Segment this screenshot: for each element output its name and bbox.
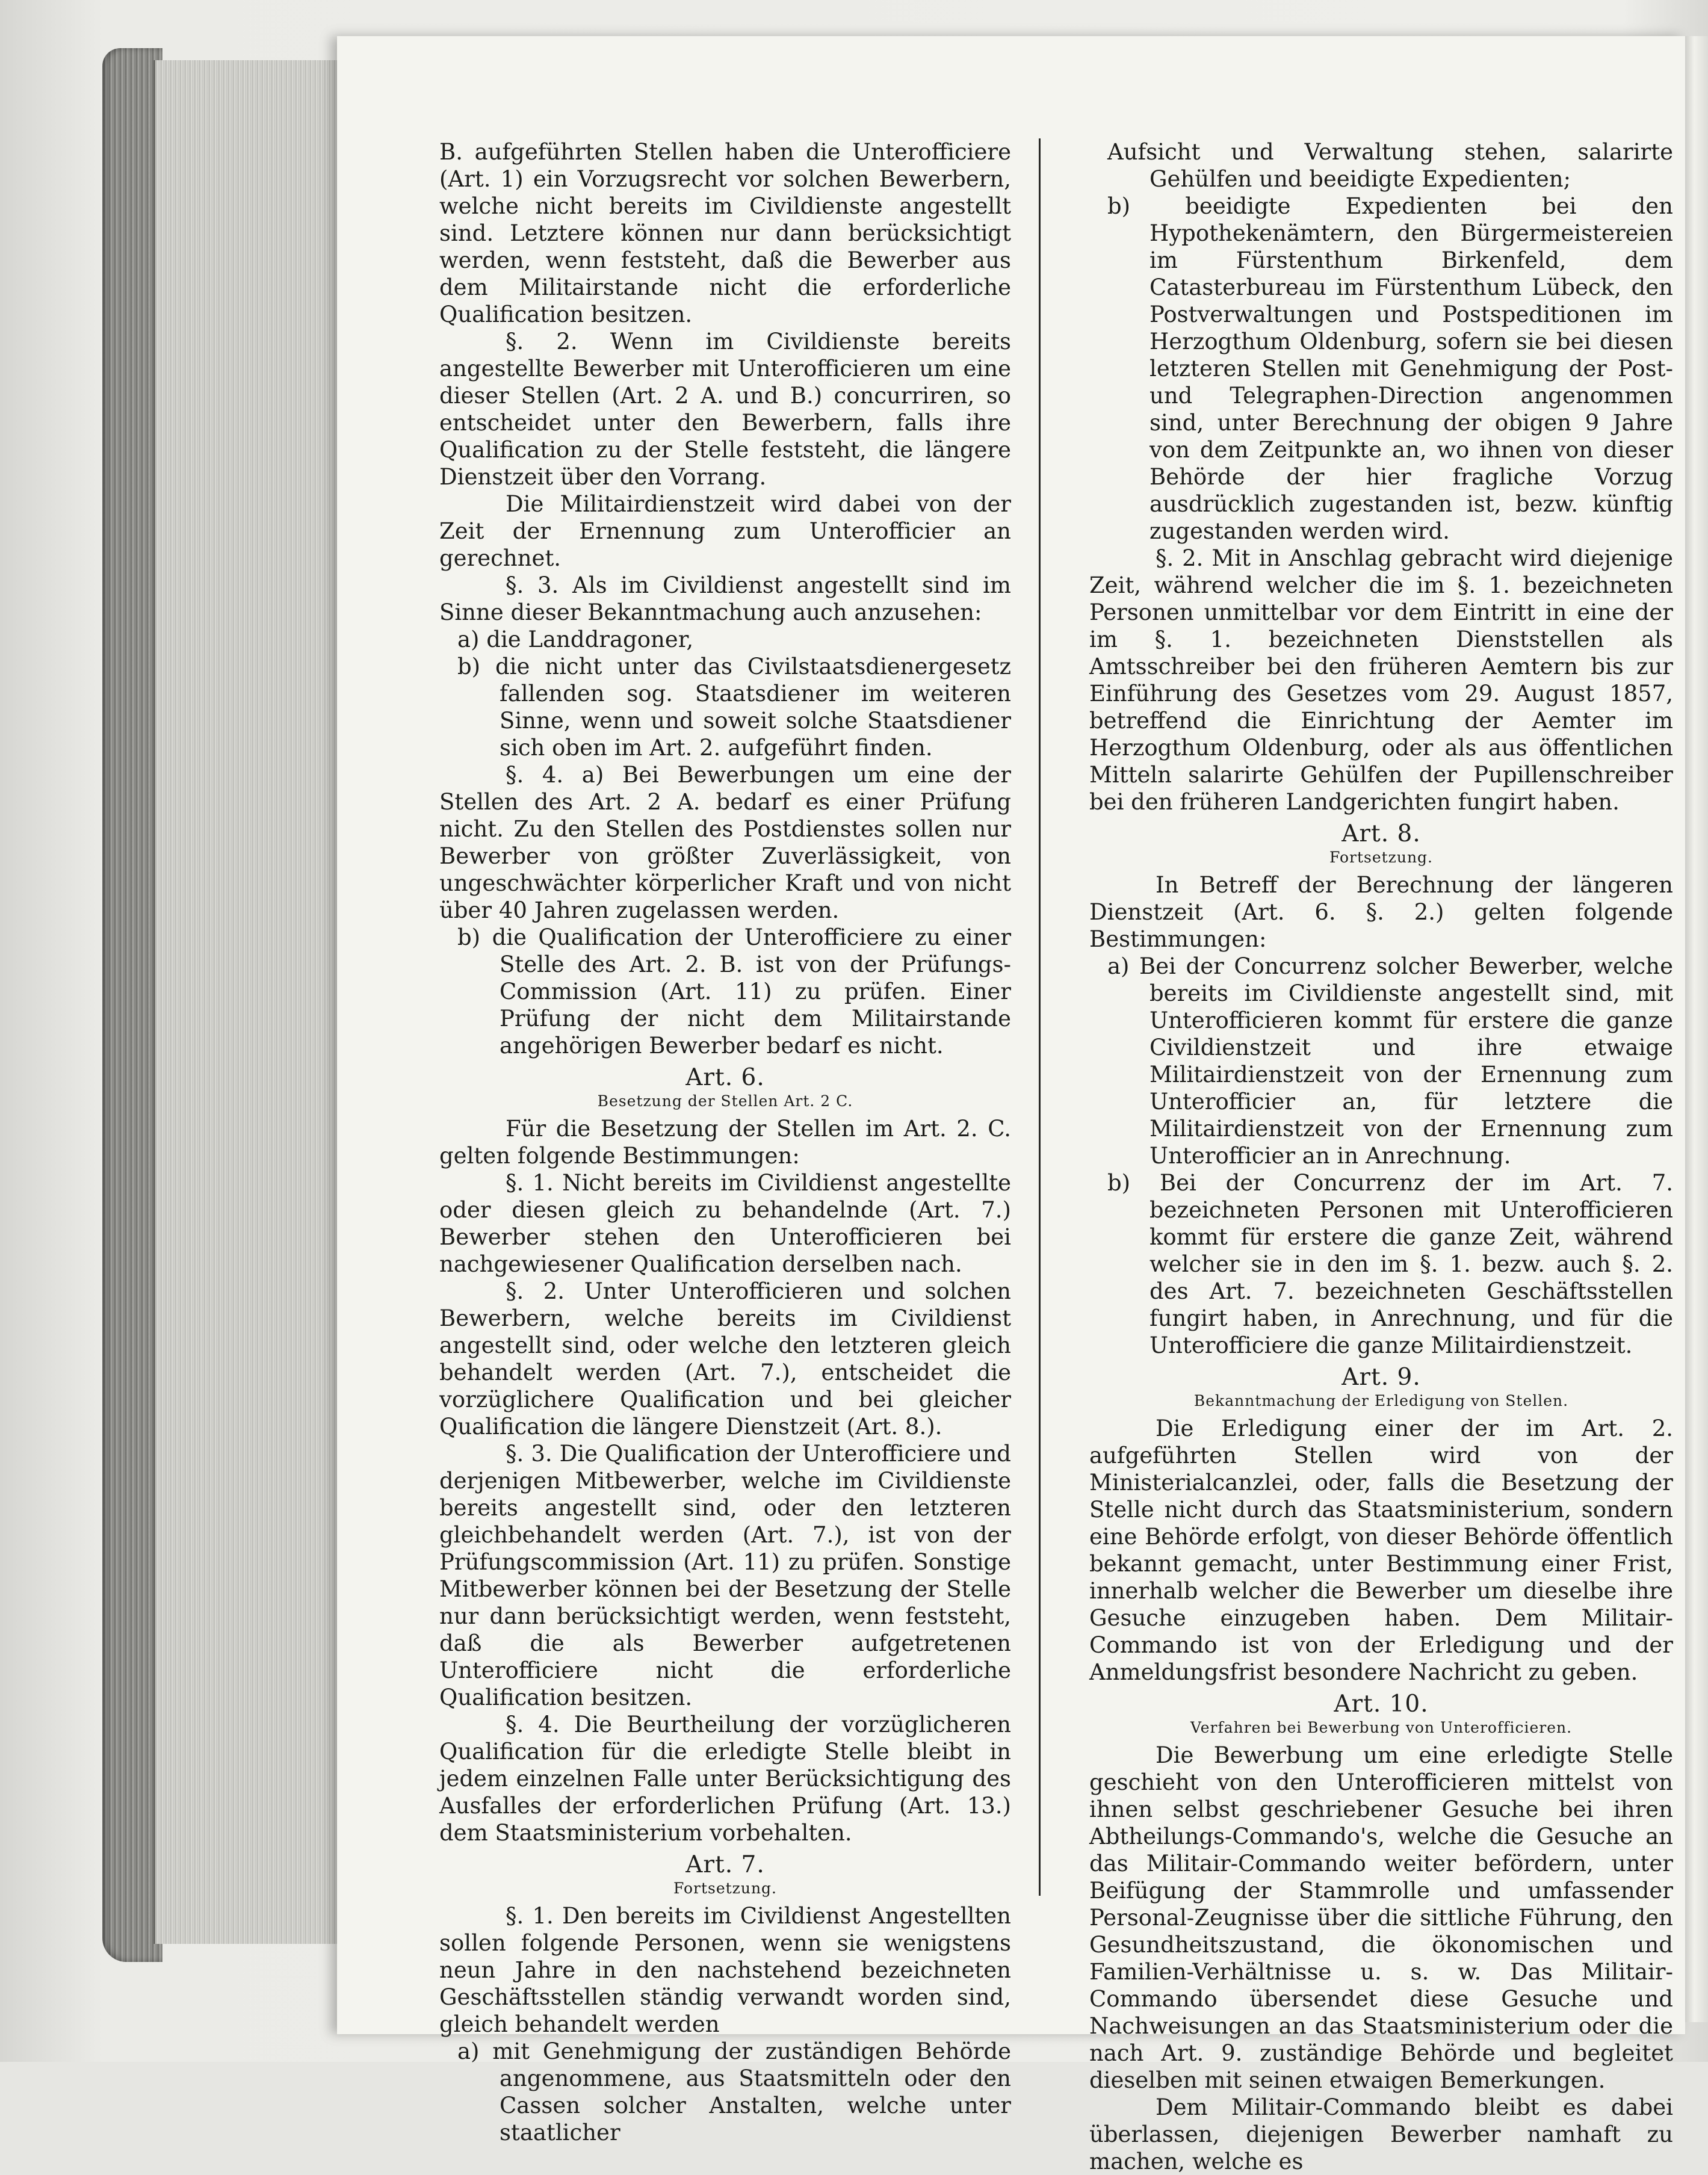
paragraph: §. 3. Die Qualification der Unterofficiere und derjenigen Mitbewerber, welche im Civildienste bereits angestellt sind, oder den letzteren gleichbehandelt werden (Art. 7.), ist von der Prüfungscommission (Art. 11) zu prüfen. Sonstige Mitbewerber können bei der Besetzung der Stelle nur dann berücksichtigt werden, wenn feststeht, daß die als Bewerber aufgetretenen Unterofficiere nicht die erforderliche Qualification besitzen.: [439, 1441, 1011, 1710]
list-item: b) die Qualification der Unterofficiere zu einer Stelle des Art. 2. B. ist von der Prüfungs-Commission (Art. 11) zu prüfen. Einer Prüfung der nicht dem Militairstande angehörigen Bewerber bedarf es nicht.: [457, 924, 1011, 1059]
paragraph: Die Militairdienstzeit wird dabei von der Zeit der Ernennung zum Unterofficier an gerechnet.: [439, 491, 1011, 571]
article-heading: Art. 6.: [685, 1064, 765, 1091]
article-heading: Art. 7.: [685, 1851, 765, 1878]
paragraph: Die Erledigung einer der im Art. 2. aufgeführten Stellen wird von der Ministerialcanzlei, oder, falls die Besetzung der Stelle nicht durch das Staatsministerium, sondern eine Behörde erfolgt, von dieser Behörde öffentlich bekannt gemacht, unter Bestimmung einer Frist, innerhalb welcher die Bewerber um dieselbe ihre Gesuche einzugeben haben. Dem Militair-Commando ist von der Erledigung und der Anmeldungsfrist besondere Nachricht zu geben.: [1089, 1415, 1673, 1685]
list-item: b) die nicht unter das Civilstaatsdienergesetz fallenden sog. Staatsdiener im weiteren Sinne, wenn und soweit solche Staatsdiener sich oben im Art. 2. aufgeführt finden.: [457, 654, 1011, 761]
paragraph: §. 1. Nicht bereits im Civildienst angestellte oder diesen gleich zu behandelnde (Art. 7.) Bewerber stehen den Unterofficieren bei nachgewiesener Qualification derselben nach.: [439, 1170, 1011, 1277]
article-heading: Art. 10.: [1334, 1691, 1429, 1718]
paragraph: Dem Militair-Commando bleibt es dabei überlassen, diejenigen Bewerber namhaft zu machen, welche es: [1089, 2094, 1673, 2174]
list-item: a) die Landdragoner,: [457, 627, 694, 652]
list-item: a) mit Genehmigung der zuständigen Behörde angenommene, aus Staatsmitteln oder den Cassen solcher Anstalten, welche unter staatlicher: [457, 2038, 1011, 2146]
article-heading: Art. 8.: [1341, 820, 1421, 847]
list-item: a) Bei der Concurrenz solcher Bewerber, welche bereits im Civildienste angestellt sind, mit Unterofficieren kommt für erstere die ganze Civildienstzeit und ihre etwaige Militairdienstzeit von der Ernennung zum Unterofficier an, für letztere die Militairdienstzeit von der Ernennung zum Unterofficier an in Anrechnung.: [1107, 953, 1673, 1169]
paragraph: Die Bewerbung um eine erledigte Stelle geschieht von den Unterofficieren mittelst von ihnen selbst geschriebener Gesuche bei ihren Abtheilungs-Commando's, welche die Gesuche an das Militair-Commando weiter befördern, unter Beifügung der Stammrolle und umfassender Personal-Zeugnisse über die sittliche Führung, den Gesundheitszustand, die ökonomischen und Familien-Verhältnisse u. s. w. Das Militair-Commando übersendet diese Gesuche und Nachweisungen an das Staatsministerium oder die nach Art. 9. zuständige Behörde und begleitet dieselben mit seinen etwaigen Bemerkungen.: [1089, 1742, 1673, 2093]
paragraph: B. aufgeführten Stellen haben die Unterofficiere (Art. 1) ein Vorzugsrecht vor solchen Bewerbern, welche nicht bereits im Civildienste angestellt sind. Letztere können nur dann berücksichtigt werden, wenn feststeht, daß die Bewerber aus dem Militairstande nicht die erforderliche Qualification besitzen.: [439, 139, 1011, 327]
article-subheading: Fortsetzung.: [1329, 849, 1434, 866]
list-item: Aufsicht und Verwaltung stehen, salarirte Gehülfen und beeidigte Expedienten;: [1107, 139, 1673, 192]
paragraph: Für die Besetzung der Stellen im Art. 2. C. gelten folgende Bestimmungen:: [439, 1116, 1011, 1169]
left-text-column: [439, 138, 1011, 2146]
paragraph: §. 3. Als im Civildienst angestellt sind im Sinne dieser Bekanntmachung auch anzusehen:: [439, 572, 1011, 625]
column-divider: [1039, 138, 1041, 1896]
paragraph: §. 4. Die Beurtheilung der vorzüglicheren Qualification für die erledigte Stelle bleibt in jedem einzelnen Falle unter Berücksichtigung des Ausfalles der erforderlichen Prüfung (Art. 13.) dem Staatsministerium vorbehalten.: [439, 1712, 1011, 1846]
paragraph: §. 4. a) Bei Bewerbungen um eine der Stellen des Art. 2 A. bedarf es einer Prüfung nicht. Zu den Stellen des Postdienstes sollen nur Bewerber von größter Zuverlässigkeit, von ungeschwächter körperlicher Kraft und von nicht über 40 Jahren zugelassen werden.: [439, 762, 1011, 923]
article-subheading: Besetzung der Stellen Art. 2 C.: [597, 1092, 853, 1110]
paragraph: §. 1. Den bereits im Civildienst Angestellten sollen folgende Personen, wenn sie wenigstens neun Jahre in den nachstehend bezeichneten Geschäftsstellen ständig verwandt worden sind, gleich behandelt werden: [439, 1903, 1011, 2037]
article-subheading: Verfahren bei Bewerbung von Unterofficieren.: [1190, 1719, 1573, 1736]
right-text-column: [1089, 138, 1673, 2175]
article-heading: Art. 9.: [1341, 1364, 1421, 1391]
paragraph: §. 2. Wenn im Civildienste bereits angestellte Bewerber mit Unterofficieren um eine dieser Stellen (Art. 2 A. und B.) concurriren, so entscheidet unter den Bewerbern, falls ihre Qualification zu der Stelle feststeht, die längere Dienstzeit über den Vorrang.: [439, 329, 1011, 490]
list-item: b) beeidigte Expedienten bei den Hypothekenämtern, den Bürgermeistereien im Fürstenthum Birkenfeld, dem Catasterbureau im Fürstenthum Lübeck, den Postverwaltungen und Postspeditionen im Herzogthum Oldenburg, sofern sie bei diesen letzteren Stellen mit Genehmigung der Post- und Telegraphen-Direction angenommen sind, unter Berechnung der obigen 9 Jahre von dem Zeitpunkte an, wo ihnen von dieser Behörde der hier fragliche Vorzug ausdrücklich zugestanden ist, bezw. künftig zugestanden werden wird.: [1107, 193, 1673, 544]
page-curl: [1685, 36, 1708, 2022]
paragraph: §. 2. Mit in Anschlag gebracht wird diejenige Zeit, während welcher die im §. 1. bezeichneten Personen unmittelbar vor dem Eintritt in eine der im §. 1. bezeichneten Dienststellen als Amtsschreiber bei den früheren Aemtern bis zur Einführung des Gesetzes vom 29. August 1857, betreffend die Einrichtung der Aemter im Herzogthum Oldenburg, oder als aus öffentlichen Mitteln salarirte Gehülfen der Pupillenschreiber bei den früheren Landgerichten fungirt haben.: [1089, 545, 1673, 815]
paragraph: §. 2. Unter Unterofficieren und solchen Bewerbern, welche bereits im Civildienst angestellt sind, oder welche den letzteren gleich behandelt werden (Art. 7.), entscheidet die vorzüglichere Qualification und bei gleicher Qualification die längere Dienstzeit (Art. 8.).: [439, 1278, 1011, 1440]
article-subheading: Bekanntmachung der Erledigung von Stellen.: [1193, 1392, 1569, 1409]
page-edges: [153, 60, 342, 1944]
article-subheading: Fortsetzung.: [673, 1880, 778, 1897]
paragraph: In Betreff der Berechnung der längeren Dienstzeit (Art. 6. §. 2.) gelten folgende Bestimmungen:: [1089, 872, 1673, 952]
list-item: b) Bei der Concurrenz der im Art. 7. bezeichneten Personen mit Unterofficieren kommt für erstere die ganze Zeit, während welcher sie in den im §. 1. bezw. auch §. 2. des Art. 7. bezeichneten Geschäftsstellen fungirt haben, in Anrechnung, und für die Unterofficiere die ganze Militairdienstzeit.: [1107, 1170, 1673, 1358]
